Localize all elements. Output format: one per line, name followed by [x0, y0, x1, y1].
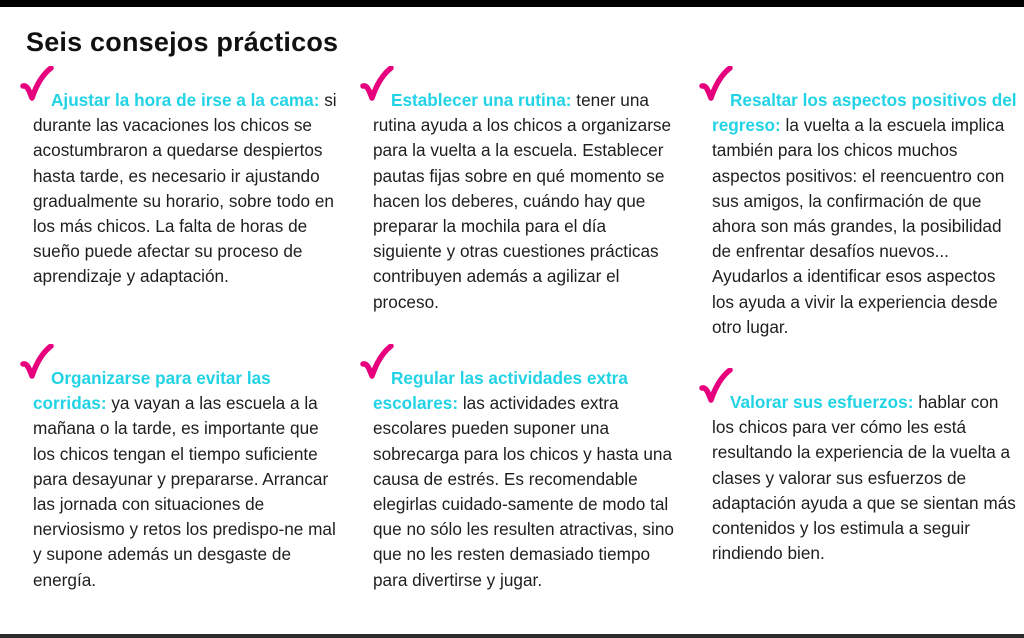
tip-establish-routine — [373, 88, 678, 315]
bottom-divider — [0, 634, 1024, 638]
tip-highlight-positives — [712, 88, 1017, 340]
tip-body: la vuelta a la escuela implica también para los chicos muchos aspectos positivos: el reencuentro con sus amigos, la confirmación de que ahora son más grandes, la posibilidad de enfrentar desafíos nuevos... Ayudarlos a identificar esos aspectos los ayuda a vivir la experiencia desde otro lugar. — [712, 115, 1005, 337]
tip-heading: Regular las actividades extra escolares: — [373, 368, 628, 414]
tip-body: si durante las vacaciones los chicos se acostumbraron a quedarse despiertos hasta tarde, es necesario ir ajustando gradualmente su horario, sobre todo en los más chicos. La falta de horas de sueño puede afectar su proceso de aprendizaje y adaptación. — [33, 90, 337, 287]
tip-body: tener una rutina ayuda a los chicos a organizarse para la vuelta a la escuela. Establecer pautas fijas sobre en qué momento se hacen los deberes, cuándo hay que preparar la mochila para el día siguiente y otras cuestiones prácticas contribuyen además a agilizar el proceso. — [373, 90, 672, 312]
tip-heading: Valorar sus esfuerzos: — [730, 392, 914, 412]
page-title: Seis consejos prácticos — [26, 27, 339, 57]
top-border-bar — [0, 0, 1024, 7]
tip-heading: Ajustar la hora de irse a la cama: — [51, 90, 320, 110]
tip-body: ya vayan a las escuela a la mañana o la tarde, es importante que los chicos tengan el tiempo suficiente para desayunar y prepararse. Arrancar las jornada con situaciones de nerviosismo y retos los predispo-ne mal y supone además un desgaste de energía. — [33, 393, 336, 590]
tip-adjust-bedtime — [33, 88, 338, 290]
tip-organize-time — [33, 366, 338, 593]
tip-heading: Resaltar los aspectos positivos del regreso: — [712, 90, 1017, 136]
tip-heading: Organizarse para evitar las corridas: — [33, 368, 271, 414]
tip-value-efforts — [712, 390, 1017, 566]
tip-body: hablar con los chicos para ver cómo les está resultando la experiencia de la vuelta a clases y valorar sus esfuerzos de adaptación ayuda a que se sientan más contenidos y los estimula a seguir rindiendo bien. — [712, 392, 1016, 564]
tip-heading: Establecer una rutina: — [391, 90, 572, 110]
tip-body: las actividades extra escolares pueden suponer una sobrecarga para los chicos y hasta una causa de estrés. Es recomendable elegirlas cuidado-samente de modo tal que no sólo les resulten atractivas, sino que no les resten demasiado tiempo para divertirse y jugar. — [373, 393, 674, 590]
tip-regulate-activities — [373, 366, 678, 593]
